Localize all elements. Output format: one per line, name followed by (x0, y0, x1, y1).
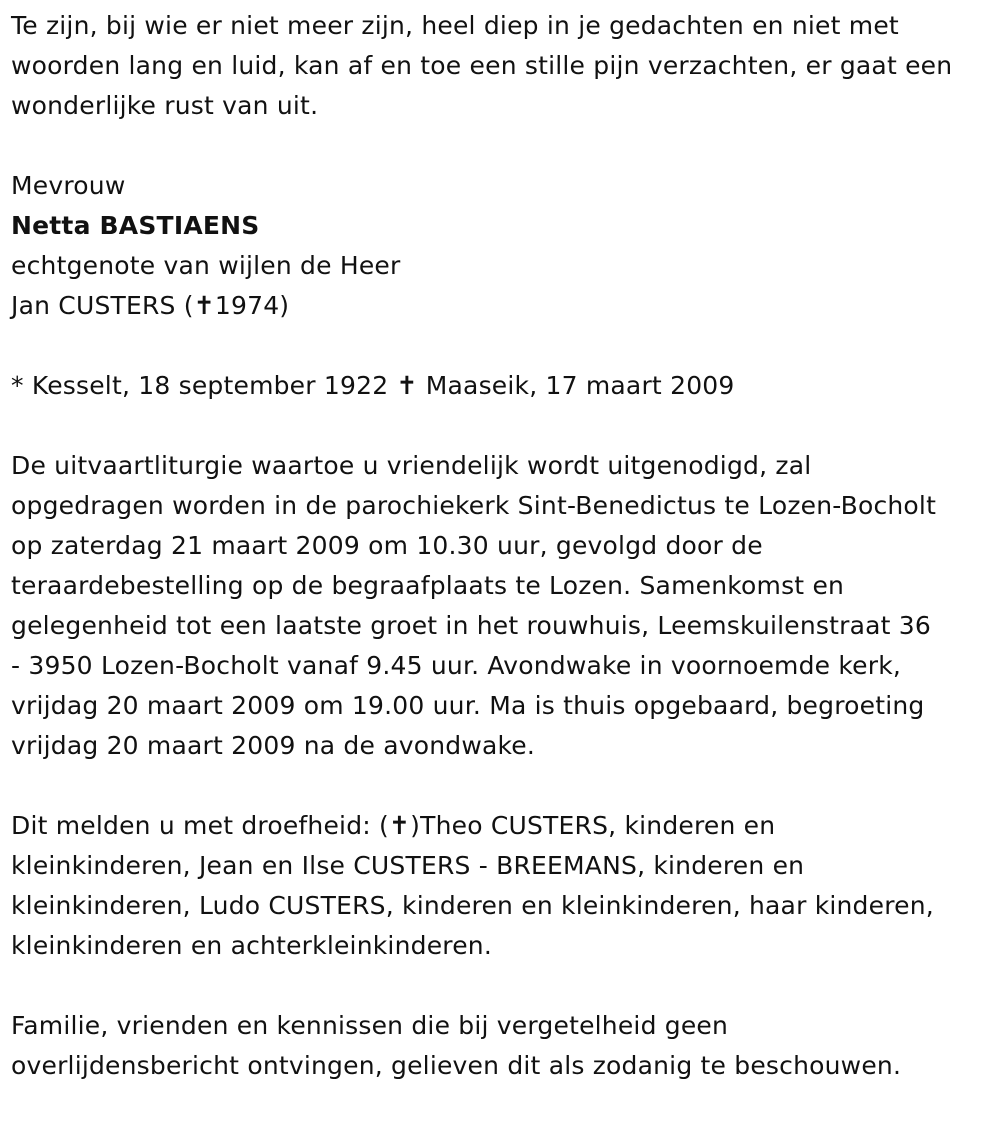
family-suffix: )Theo CUSTERS, kinderen en (410, 811, 776, 840)
funeral-line: De uitvaartliturgie waartoe u vriendelijk wordt uitgenodigd, zal (11, 451, 812, 480)
life-dates (11, 366, 996, 406)
family-line: kleinkinderen, Ludo CUSTERS, kinderen en kleinkinderen, haar kinderen, (11, 891, 934, 920)
spacer (11, 326, 996, 366)
family-prefix: Dit melden u met droefheid: ( (11, 811, 389, 840)
cross-icon: ✝ (388, 811, 411, 840)
spacer (11, 126, 996, 166)
deceased-info (11, 166, 996, 326)
funeral-details (11, 446, 996, 766)
spacer (11, 966, 996, 1006)
funeral-line: opgedragen worden in de parochiekerk Sint-Benedictus te Lozen-Bocholt (11, 491, 937, 520)
death-info: Maaseik, 17 maart 2009 (417, 371, 735, 400)
funeral-line: vrijdag 20 maart 2009 om 19.00 uur. Ma is thuis opgebaard, begroeting (11, 691, 925, 720)
spacer (11, 406, 996, 446)
spouse-line (11, 286, 996, 326)
poem-line: Te zijn, bij wie er niet meer zijn, heel diep in je gedachten en niet met (11, 11, 899, 40)
obituary-document (11, 6, 996, 1086)
funeral-line: op zaterdag 21 maart 2009 om 10.30 uur, gevolgd door de (11, 531, 763, 560)
deceased-title: Mevrouw (11, 171, 126, 200)
funeral-line: vrijdag 20 maart 2009 na de avondwake. (11, 731, 536, 760)
funeral-line: - 3950 Lozen-Bocholt vanaf 9.45 uur. Avondwake in voornoemde kerk, (11, 651, 902, 680)
poem-line: woorden lang en luid, kan af en toe een stille pijn verzachten, er gaat een (11, 51, 953, 80)
closing-note (11, 1006, 996, 1086)
spacer (11, 766, 996, 806)
funeral-line: gelegenheid tot een laatste groet in het rouwhuis, Leemskuilenstraat 36 (11, 611, 932, 640)
birth-info: * Kesselt, 18 september 1922 (11, 371, 397, 400)
intro-poem (11, 6, 996, 126)
closing-line: overlijdensbericht ontvingen, gelieven dit als zodanig te beschouwen. (11, 1051, 902, 1080)
deceased-name: Netta BASTIAENS (11, 211, 260, 240)
cross-icon: ✝ (193, 291, 215, 320)
family-line: kleinkinderen en achterkleinkinderen. (11, 931, 492, 960)
poem-line: wonderlijke rust van uit. (11, 91, 319, 120)
relation-text: echtgenote van wijlen de Heer (11, 251, 401, 280)
cross-icon: ✝ (396, 371, 418, 400)
family-announcement (11, 806, 996, 966)
spouse-name: Jan CUSTERS ( (11, 291, 194, 320)
spouse-death-year: 1974) (214, 291, 290, 320)
closing-line: Familie, vrienden en kennissen die bij vergetelheid geen (11, 1011, 729, 1040)
funeral-line: teraardebestelling op de begraafplaats te Lozen. Samenkomst en (11, 571, 845, 600)
dates-line (11, 366, 996, 406)
family-line: kleinkinderen, Jean en Ilse CUSTERS - BREEMANS, kinderen en (11, 851, 805, 880)
family-line (11, 806, 996, 846)
